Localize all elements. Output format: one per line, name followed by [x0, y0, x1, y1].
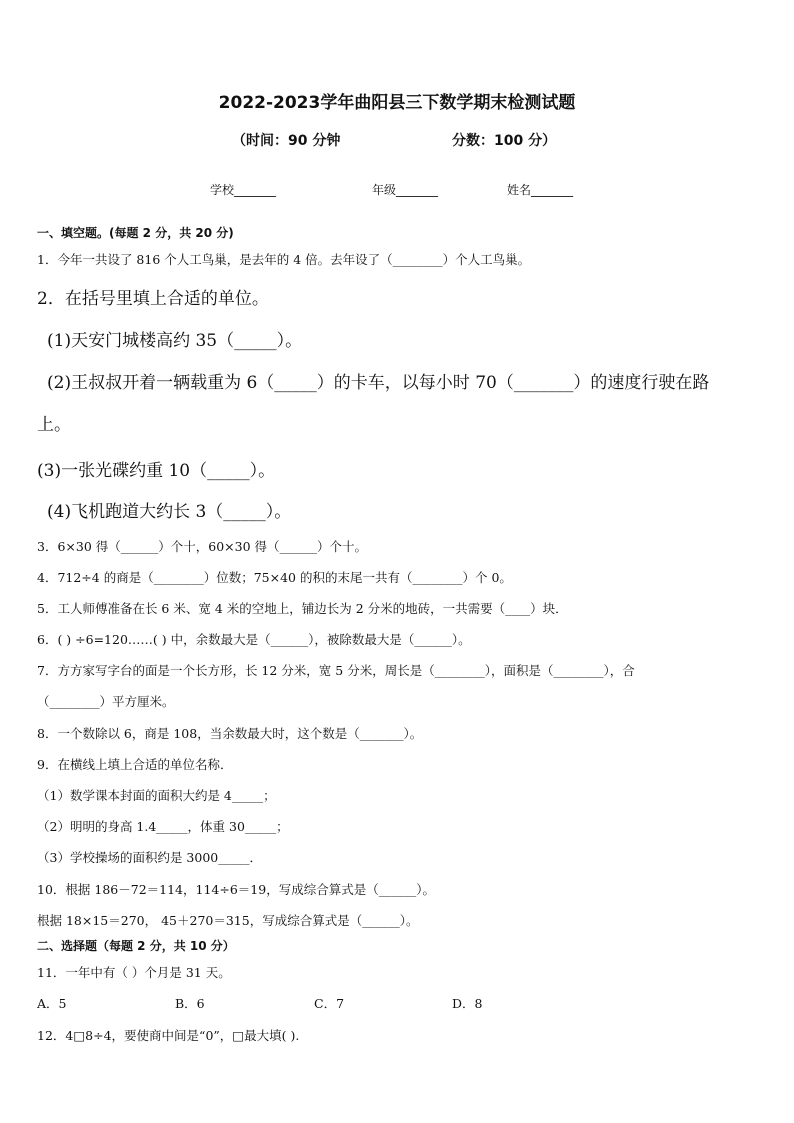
question-line: 11．一年中有（ ）个月是 31 天。 — [37, 965, 231, 980]
question-line: （3）学校操场的面积约是 3000_____． — [37, 850, 262, 865]
question-line: 1．今年一共设了 816 个人工鸟巢，是去年的 4 倍。去年设了（________）个人工鸟巢。 — [37, 252, 531, 267]
question-line: 6．( ) ÷6=120……( ) 中，余数最大是（______），被除数最大是（______）。 — [37, 632, 471, 647]
question-line: 10．根据 186－72＝114，114÷6＝19，写成综合算式是（______）。 — [37, 882, 435, 897]
question-line: 12．4□8÷4，要使商中间是“0”，□最大填( ). — [37, 1028, 300, 1043]
exam-time: （时间：90 分钟 — [232, 133, 341, 149]
grade-field: 年级_______ — [372, 183, 439, 197]
school-field: 学校_______ — [210, 183, 277, 197]
question-line: 上。 — [37, 415, 71, 435]
choice-option: C．7 — [314, 996, 345, 1011]
question-line: (3)一张光碟约重 10（_____）。 — [37, 461, 276, 481]
name-field: 姓名_______ — [507, 183, 574, 197]
exam-score: 分数：100 分） — [452, 133, 557, 149]
exam-title: 2022-2023学年曲阳县三下数学期末检测试题 — [218, 93, 576, 113]
question-line: (2)王叔叔开着一辆载重为 6（_____）的卡车，以每小时 70（_______）的速度行驶在路 — [47, 373, 710, 393]
question-line: (4)飞机跑道大约长 3（_____）。 — [47, 502, 292, 522]
question-line: 2．在括号里填上合适的单位。 — [37, 289, 269, 309]
question-line: (1)天安门城楼高约 35（_____）。 — [47, 331, 303, 351]
question-line: 根据 18×15＝270， 45＋270＝315，写成综合算式是（______）。 — [37, 913, 419, 928]
question-line: （________）平方厘米。 — [37, 694, 175, 709]
question-line: （1）数学课本封面的面积大约是 4_____； — [37, 788, 276, 803]
section-heading: 二、选择题（每题 2 分，共 10 分） — [37, 939, 235, 953]
choice-option: A．5 — [37, 996, 67, 1011]
choice-option: B．6 — [175, 996, 205, 1011]
section-heading: 一、填空题。(每题 2 分，共 20 分) — [37, 226, 234, 240]
question-line: 7．方方家写字台的面是一个长方形，长 12 分米，宽 5 分米，周长是（________），面积是（________），合 — [37, 663, 635, 678]
question-line: 5．工人师傅准备在长 6 米、宽 4 米的空地上，铺边长为 2 分米的地砖，一共需要（____）块． — [37, 601, 568, 616]
question-line: 9．在横线上填上合适的单位名称． — [37, 757, 233, 772]
question-line: （2）明明的身高 1.4_____，体重 30_____； — [37, 819, 289, 834]
question-line: 4．712÷4 的商是（________）位数；75×40 的积的末尾一共有（________）个 0。 — [37, 570, 512, 585]
question-line: 3．6×30 得（______）个十，60×30 得（______）个十。 — [37, 539, 368, 554]
choice-option: D．8 — [452, 996, 483, 1011]
question-line: 8．一个数除以 6，商是 108，当余数最大时，这个数是（_______）。 — [37, 726, 423, 741]
